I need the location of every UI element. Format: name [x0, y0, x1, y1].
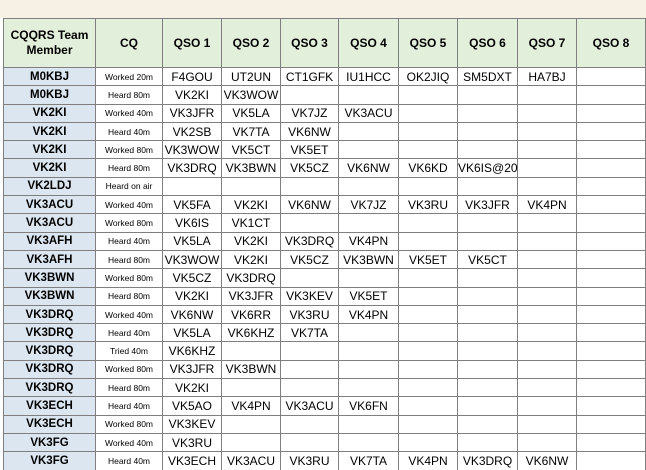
- qso-cell[interactable]: [518, 214, 577, 232]
- qso-cell[interactable]: [399, 415, 458, 433]
- qso-cell[interactable]: VK7TA: [339, 452, 399, 470]
- header-label: QSO 6: [469, 35, 506, 50]
- qso-cell[interactable]: VK7JZ: [281, 104, 339, 122]
- member-cell[interactable]: VK3BWN: [4, 287, 96, 305]
- cq-cell[interactable]: Heard 80m: [96, 287, 163, 305]
- qso-cell[interactable]: [222, 433, 281, 451]
- qso-cell[interactable]: [339, 122, 399, 140]
- table-row: [4, 104, 646, 122]
- qso-cell[interactable]: [577, 287, 646, 305]
- header-label: CQ: [120, 35, 138, 50]
- qso-cell[interactable]: [518, 433, 577, 451]
- qso-cell[interactable]: [399, 86, 458, 104]
- qso-cell[interactable]: VK3ACU: [222, 452, 281, 470]
- header-label: QSO 8: [592, 35, 630, 50]
- member-cell[interactable]: VK2KI: [4, 141, 96, 159]
- qso-cell[interactable]: VK3BWN: [222, 159, 281, 177]
- qso-cell[interactable]: [458, 324, 518, 342]
- qso-cell[interactable]: VK2KI: [163, 379, 222, 397]
- table-row: [4, 196, 646, 214]
- qso-cell[interactable]: VK3WOW: [163, 250, 222, 268]
- member-cell[interactable]: VK3AFH: [4, 232, 96, 250]
- qso-cell[interactable]: [399, 324, 458, 342]
- qso-cell[interactable]: [339, 433, 399, 451]
- qso-cell[interactable]: VK2KI: [222, 232, 281, 250]
- cq-cell[interactable]: Worked 40m: [96, 196, 163, 214]
- table-row: [4, 433, 646, 451]
- table-row: [4, 250, 646, 268]
- cqqrs-log-table: [3, 18, 646, 470]
- qso-cell[interactable]: VK7TA: [222, 122, 281, 140]
- header-label: QSO 3: [291, 35, 328, 50]
- qso-cell[interactable]: [281, 415, 339, 433]
- qso-cell[interactable]: [339, 177, 399, 195]
- qso-cell[interactable]: [577, 415, 646, 433]
- qso-cell[interactable]: [577, 86, 646, 104]
- qso-cell[interactable]: [399, 342, 458, 360]
- table-body: [4, 68, 646, 470]
- header-label: QSO 4: [350, 35, 387, 50]
- qso-cell[interactable]: VK3RU: [281, 452, 339, 470]
- qso-cell[interactable]: [458, 122, 518, 140]
- header-qso-3: [281, 19, 339, 68]
- qso-cell[interactable]: [577, 360, 646, 378]
- qso-cell[interactable]: [339, 379, 399, 397]
- cq-cell[interactable]: Heard 40m: [96, 122, 163, 140]
- qso-cell[interactable]: VK3BWN: [339, 250, 399, 268]
- cq-cell[interactable]: Heard 80m: [96, 159, 163, 177]
- qso-cell[interactable]: [518, 415, 577, 433]
- qso-cell[interactable]: [458, 397, 518, 415]
- header-qso-8: [577, 19, 646, 68]
- header-qso-1: [163, 19, 222, 68]
- qso-cell[interactable]: [458, 232, 518, 250]
- table-row: [4, 379, 646, 397]
- cq-cell[interactable]: Heard 80m: [96, 379, 163, 397]
- member-cell[interactable]: VK3DRQ: [4, 342, 96, 360]
- qso-cell[interactable]: [577, 214, 646, 232]
- qso-cell[interactable]: VK1CT: [222, 214, 281, 232]
- table-row: [4, 305, 646, 323]
- cq-cell[interactable]: Heard 40m: [96, 397, 163, 415]
- qso-cell[interactable]: VK5ET: [339, 287, 399, 305]
- qso-cell[interactable]: [577, 397, 646, 415]
- member-cell[interactable]: VK3DRQ: [4, 324, 96, 342]
- qso-cell[interactable]: [339, 214, 399, 232]
- cq-cell[interactable]: Heard 40m: [96, 324, 163, 342]
- member-cell[interactable]: VK3BWN: [4, 269, 96, 287]
- qso-cell[interactable]: [518, 360, 577, 378]
- qso-cell[interactable]: [222, 342, 281, 360]
- qso-cell[interactable]: [518, 379, 577, 397]
- qso-cell[interactable]: VK6NW: [281, 196, 339, 214]
- qso-cell[interactable]: VK6KD: [399, 159, 458, 177]
- qso-cell[interactable]: [518, 269, 577, 287]
- member-cell[interactable]: VK3FG: [4, 433, 96, 451]
- qso-cell[interactable]: VK5LA: [163, 232, 222, 250]
- qso-cell[interactable]: VK3RU: [163, 433, 222, 451]
- cq-cell[interactable]: Worked 80m: [96, 415, 163, 433]
- member-cell[interactable]: VK3FG: [4, 452, 96, 470]
- cq-cell[interactable]: Heard 40m: [96, 232, 163, 250]
- qso-cell[interactable]: VK6IS@20: [458, 159, 518, 177]
- qso-cell[interactable]: IU1HCC: [339, 68, 399, 86]
- qso-cell[interactable]: [577, 177, 646, 195]
- qso-cell[interactable]: VK3ACU: [339, 104, 399, 122]
- qso-cell[interactable]: [458, 214, 518, 232]
- qso-cell[interactable]: [577, 196, 646, 214]
- qso-cell[interactable]: VK7TA: [281, 324, 339, 342]
- spreadsheet-area: [0, 18, 646, 468]
- cq-cell[interactable]: Heard 80m: [96, 250, 163, 268]
- qso-cell[interactable]: [458, 177, 518, 195]
- table-row: [4, 122, 646, 140]
- member-cell[interactable]: VK3ACU: [4, 214, 96, 232]
- qso-cell[interactable]: HA7BJ: [518, 68, 577, 86]
- qso-cell[interactable]: VK5LA: [163, 324, 222, 342]
- qso-cell[interactable]: [399, 397, 458, 415]
- table-row: [4, 232, 646, 250]
- qso-cell[interactable]: [518, 86, 577, 104]
- qso-cell[interactable]: [458, 360, 518, 378]
- member-cell[interactable]: VK3AFH: [4, 250, 96, 268]
- qso-cell[interactable]: [518, 324, 577, 342]
- qso-cell[interactable]: VK3RU: [399, 196, 458, 214]
- member-cell[interactable]: VK2KI: [4, 122, 96, 140]
- qso-cell[interactable]: VK6NW: [339, 159, 399, 177]
- qso-cell[interactable]: [458, 305, 518, 323]
- header-label: QSO 5: [409, 35, 447, 50]
- qso-cell[interactable]: [399, 269, 458, 287]
- qso-cell[interactable]: [577, 104, 646, 122]
- qso-cell[interactable]: VK2SB: [163, 122, 222, 140]
- member-cell[interactable]: VK3ECH: [4, 415, 96, 433]
- qso-cell[interactable]: [339, 360, 399, 378]
- qso-cell[interactable]: [577, 141, 646, 159]
- qso-cell[interactable]: VK3KEV: [281, 287, 339, 305]
- qso-cell[interactable]: VK6FN: [339, 397, 399, 415]
- cq-cell[interactable]: Worked 40m: [96, 433, 163, 451]
- qso-cell[interactable]: [399, 287, 458, 305]
- qso-cell[interactable]: VK2KI: [163, 86, 222, 104]
- qso-cell[interactable]: OK2JIQ: [399, 68, 458, 86]
- qso-cell[interactable]: [222, 379, 281, 397]
- qso-cell[interactable]: [339, 415, 399, 433]
- qso-cell[interactable]: VK4PN: [518, 196, 577, 214]
- qso-cell[interactable]: VK6KHZ: [222, 324, 281, 342]
- qso-cell[interactable]: [458, 141, 518, 159]
- qso-cell[interactable]: [222, 415, 281, 433]
- qso-cell[interactable]: [281, 214, 339, 232]
- qso-cell[interactable]: [281, 360, 339, 378]
- qso-cell[interactable]: VK6NW: [518, 452, 577, 470]
- qso-cell[interactable]: VK3DRQ: [163, 159, 222, 177]
- qso-cell[interactable]: [518, 342, 577, 360]
- qso-cell[interactable]: VK3WOW: [163, 141, 222, 159]
- qso-cell[interactable]: VK5AO: [163, 397, 222, 415]
- qso-cell[interactable]: [281, 342, 339, 360]
- table-row: [4, 342, 646, 360]
- qso-cell[interactable]: [399, 122, 458, 140]
- header-label: CQQRS Team Member: [10, 28, 89, 57]
- header-qso-7: [518, 19, 577, 68]
- qso-cell[interactable]: VK6IS: [163, 214, 222, 232]
- qso-cell[interactable]: [458, 269, 518, 287]
- member-cell[interactable]: VK2KI: [4, 104, 96, 122]
- table-row: [4, 177, 646, 195]
- qso-cell[interactable]: [339, 324, 399, 342]
- qso-cell[interactable]: VK5CZ: [281, 250, 339, 268]
- cq-cell[interactable]: Worked 80m: [96, 141, 163, 159]
- qso-cell[interactable]: VK3WOW: [222, 86, 281, 104]
- qso-cell[interactable]: [577, 452, 646, 470]
- qso-cell[interactable]: [458, 287, 518, 305]
- qso-cell[interactable]: [518, 141, 577, 159]
- cq-cell[interactable]: Worked 40m: [96, 104, 163, 122]
- table-row: [4, 287, 646, 305]
- qso-cell[interactable]: VK2KI: [222, 196, 281, 214]
- qso-cell[interactable]: VK3JFR: [458, 196, 518, 214]
- table-row: [4, 68, 646, 86]
- qso-cell[interactable]: VK4PN: [339, 305, 399, 323]
- cq-cell[interactable]: Heard on air: [96, 177, 163, 195]
- qso-cell[interactable]: [518, 250, 577, 268]
- qso-cell[interactable]: VK3DRQ: [281, 232, 339, 250]
- qso-cell[interactable]: [222, 177, 281, 195]
- member-cell[interactable]: VK2KI: [4, 159, 96, 177]
- qso-cell[interactable]: [399, 379, 458, 397]
- qso-cell[interactable]: VK7JZ: [339, 196, 399, 214]
- qso-cell[interactable]: VK5CZ: [163, 269, 222, 287]
- qso-cell[interactable]: VK4PN: [339, 232, 399, 250]
- qso-cell[interactable]: [281, 433, 339, 451]
- qso-cell[interactable]: VK5CT: [458, 250, 518, 268]
- qso-cell[interactable]: [518, 122, 577, 140]
- table-row: [4, 269, 646, 287]
- qso-cell[interactable]: [281, 177, 339, 195]
- qso-cell[interactable]: VK2KI: [222, 250, 281, 268]
- header-cq: [96, 19, 163, 68]
- qso-cell[interactable]: VK5FA: [163, 196, 222, 214]
- qso-cell[interactable]: [518, 159, 577, 177]
- cq-cell[interactable]: Worked 20m: [96, 68, 163, 86]
- qso-cell[interactable]: [339, 141, 399, 159]
- qso-cell[interactable]: [339, 269, 399, 287]
- header-row: [4, 19, 646, 68]
- qso-cell[interactable]: [399, 177, 458, 195]
- qso-cell[interactable]: [399, 214, 458, 232]
- qso-cell[interactable]: [458, 379, 518, 397]
- qso-cell[interactable]: [281, 86, 339, 104]
- qso-cell[interactable]: [458, 104, 518, 122]
- table-row: [4, 141, 646, 159]
- header-member: [4, 19, 96, 68]
- table-row: [4, 452, 646, 470]
- cq-cell[interactable]: Worked 80m: [96, 360, 163, 378]
- qso-cell[interactable]: VK5CT: [222, 141, 281, 159]
- cq-cell[interactable]: Worked 40m: [96, 305, 163, 323]
- qso-cell[interactable]: VK3JFR: [163, 360, 222, 378]
- qso-cell[interactable]: VK3ECH: [163, 452, 222, 470]
- qso-cell[interactable]: VK6NW: [163, 305, 222, 323]
- table-row: [4, 360, 646, 378]
- qso-cell[interactable]: VK5LA: [222, 104, 281, 122]
- qso-cell[interactable]: VK6KHZ: [163, 342, 222, 360]
- header-qso-5: [399, 19, 458, 68]
- member-cell[interactable]: VK2LDJ: [4, 177, 96, 195]
- table-row: [4, 397, 646, 415]
- qso-cell[interactable]: [399, 104, 458, 122]
- qso-cell[interactable]: VK4PN: [399, 452, 458, 470]
- qso-cell[interactable]: [577, 159, 646, 177]
- qso-cell[interactable]: [577, 122, 646, 140]
- table-row: [4, 415, 646, 433]
- qso-cell[interactable]: [399, 433, 458, 451]
- qso-cell[interactable]: [399, 305, 458, 323]
- table-row: [4, 159, 646, 177]
- qso-cell[interactable]: VK4PN: [222, 397, 281, 415]
- qso-cell[interactable]: [281, 269, 339, 287]
- qso-cell[interactable]: UT2UN: [222, 68, 281, 86]
- qso-cell[interactable]: VK5ET: [281, 141, 339, 159]
- cq-cell[interactable]: Heard 80m: [96, 86, 163, 104]
- qso-cell[interactable]: [577, 250, 646, 268]
- qso-cell[interactable]: [577, 232, 646, 250]
- qso-cell[interactable]: [518, 232, 577, 250]
- member-cell[interactable]: VK3ACU: [4, 196, 96, 214]
- qso-cell[interactable]: [399, 141, 458, 159]
- qso-cell[interactable]: [577, 68, 646, 86]
- member-cell[interactable]: M0KBJ: [4, 86, 96, 104]
- qso-cell[interactable]: VK6NW: [281, 122, 339, 140]
- member-cell[interactable]: VK3DRQ: [4, 360, 96, 378]
- qso-cell[interactable]: SM5DXT: [458, 68, 518, 86]
- header-label: QSO 1: [173, 35, 211, 50]
- table-row: [4, 86, 646, 104]
- header-qso-6: [458, 19, 518, 68]
- header-qso-4: [339, 19, 399, 68]
- cq-cell[interactable]: Worked 80m: [96, 214, 163, 232]
- qso-cell[interactable]: VK5CZ: [281, 159, 339, 177]
- header-qso-2: [222, 19, 281, 68]
- qso-cell[interactable]: [577, 433, 646, 451]
- header-label: QSO 7: [528, 35, 566, 50]
- qso-cell[interactable]: [458, 86, 518, 104]
- qso-cell[interactable]: [577, 305, 646, 323]
- qso-cell[interactable]: [518, 177, 577, 195]
- qso-cell[interactable]: VK2KI: [163, 287, 222, 305]
- member-cell[interactable]: VK3DRQ: [4, 305, 96, 323]
- qso-cell[interactable]: VK3DRQ: [222, 269, 281, 287]
- table-row: [4, 324, 646, 342]
- qso-cell[interactable]: [399, 360, 458, 378]
- top-background-band: [0, 0, 646, 18]
- member-cell[interactable]: VK3ECH: [4, 397, 96, 415]
- qso-cell[interactable]: VK3JFR: [163, 104, 222, 122]
- qso-cell[interactable]: VK3JFR: [222, 287, 281, 305]
- qso-cell[interactable]: VK3DRQ: [458, 452, 518, 470]
- qso-cell[interactable]: CT1GFK: [281, 68, 339, 86]
- member-cell[interactable]: M0KBJ: [4, 68, 96, 86]
- qso-cell[interactable]: [339, 86, 399, 104]
- qso-cell[interactable]: [577, 269, 646, 287]
- qso-cell[interactable]: [339, 342, 399, 360]
- qso-cell[interactable]: [577, 379, 646, 397]
- qso-cell[interactable]: F4GOU: [163, 68, 222, 86]
- qso-cell[interactable]: [577, 324, 646, 342]
- qso-cell[interactable]: [518, 104, 577, 122]
- cq-cell[interactable]: Tried 40m: [96, 342, 163, 360]
- qso-cell[interactable]: [458, 415, 518, 433]
- qso-cell[interactable]: VK3BWN: [222, 360, 281, 378]
- table-row: [4, 214, 646, 232]
- cq-cell[interactable]: Worked 80m: [96, 269, 163, 287]
- cq-cell[interactable]: Heard 40m: [96, 452, 163, 470]
- qso-cell[interactable]: VK6RR: [222, 305, 281, 323]
- qso-cell[interactable]: [518, 305, 577, 323]
- qso-cell[interactable]: [518, 287, 577, 305]
- qso-cell[interactable]: VK3KEV: [163, 415, 222, 433]
- qso-cell[interactable]: [281, 379, 339, 397]
- qso-cell[interactable]: [458, 342, 518, 360]
- qso-cell[interactable]: [399, 232, 458, 250]
- qso-cell[interactable]: VK5ET: [399, 250, 458, 268]
- header-label: QSO 2: [232, 35, 270, 50]
- qso-cell[interactable]: VK3RU: [281, 305, 339, 323]
- qso-cell[interactable]: [518, 397, 577, 415]
- qso-cell[interactable]: [163, 177, 222, 195]
- member-cell[interactable]: VK3DRQ: [4, 379, 96, 397]
- qso-cell[interactable]: [577, 342, 646, 360]
- qso-cell[interactable]: VK3ACU: [281, 397, 339, 415]
- qso-cell[interactable]: [458, 433, 518, 451]
